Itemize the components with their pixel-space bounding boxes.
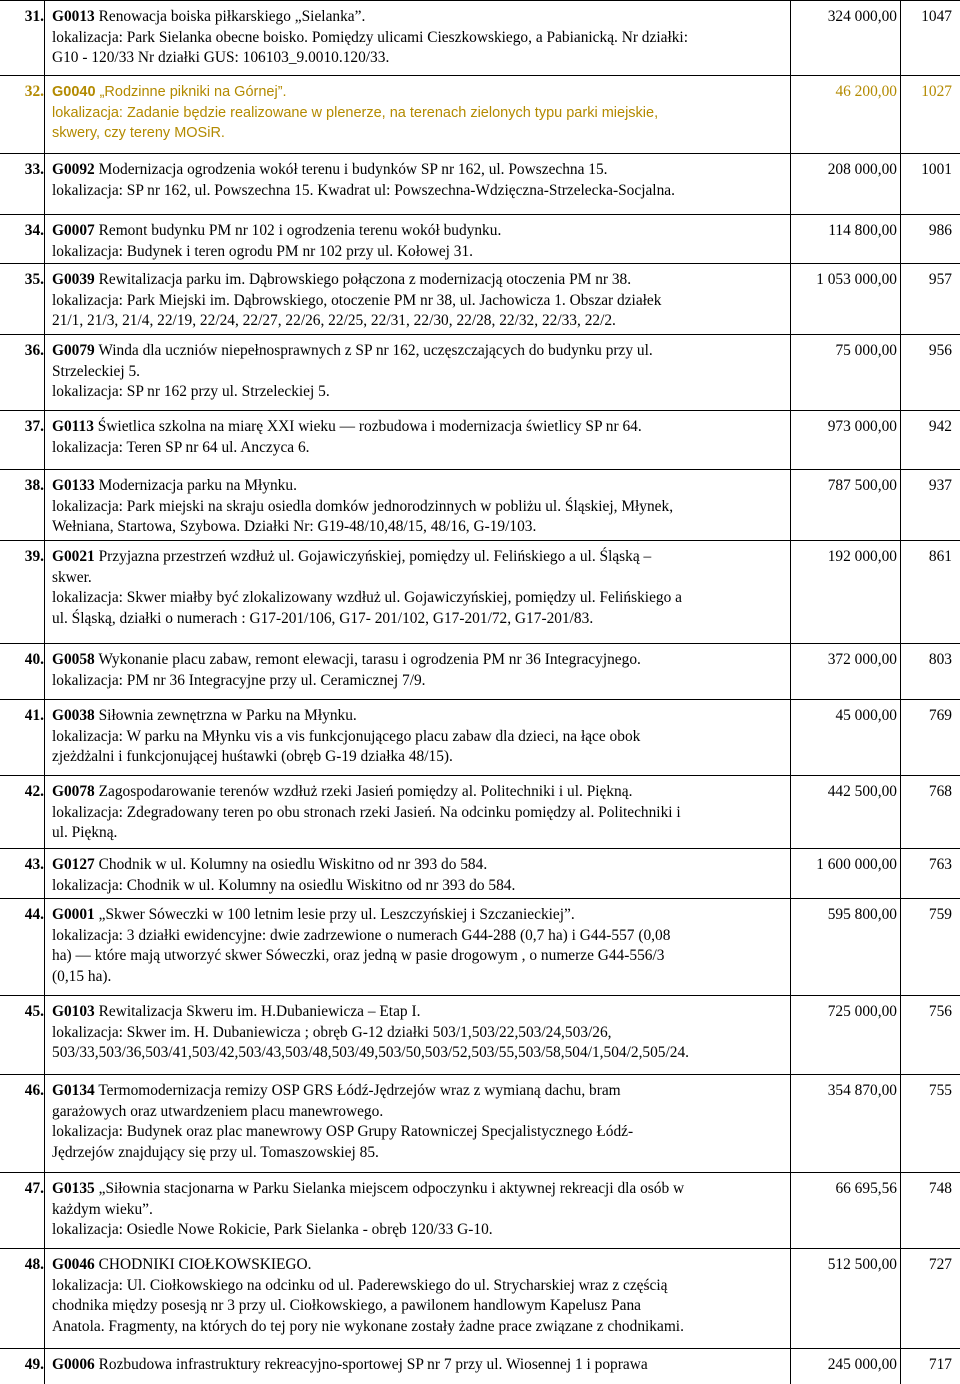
project-amount: 787 500,00: [827, 477, 897, 494]
project-amount: 46 200,00: [835, 83, 897, 100]
row-divider: [0, 410, 960, 411]
project-location-line: lokalizacja: Budynek i teren ogrodu PM nr 102 przy ul. Kołowej 31.: [52, 242, 474, 260]
project-location-line: Wełniana, Startowa, Szybowa. Działki Nr: G19-48/10,48/15, 48/16, G-19/103.: [52, 518, 537, 535]
project-title: „Siłownia stacjonarna w Parku Sielanka miejscem odpoczynku i aktywnej rekreacji dla osób w: [94, 1180, 685, 1197]
project-amount: 1 053 000,00: [816, 271, 897, 288]
project-description: [52, 263, 790, 332]
row-divider: [0, 898, 960, 899]
project-amount: 973 000,00: [827, 418, 897, 435]
project-location-line: ul. Śląską, działki o numerach : G17-201/106, G17- 201/102, G17-201/72, G17-201/83.: [52, 609, 594, 627]
project-title: „Skwer Sóweczki w 100 letnim lesie przy ul. Leszczyńskiej i Szczanieckiej”.: [94, 906, 575, 923]
project-code: G0013: [52, 8, 95, 25]
row-divider: [0, 214, 960, 215]
project-location-line: Anatola. Fragmenty, na których do tej pory nie wykonane zostały żadne prace związane z chodnikami.: [52, 1317, 684, 1335]
project-amount: 442 500,00: [827, 783, 897, 800]
project-points: 937: [928, 477, 952, 494]
project-location-line: lokalizacja: Park miejski na skraju osiedla domków jednorodzinnych w pobliżu ul. Śląskiej, Młynek,: [52, 497, 674, 515]
project-location-line: lokalizacja: Chodnik w ul. Kolumny na osiedlu Wiskitno od nr 393 do 584.: [52, 876, 516, 894]
project-title-line: [52, 82, 790, 103]
table-row: [0, 995, 960, 1074]
project-title-line: [52, 1255, 790, 1276]
project-location-line: zjeżdżalni i funkcjonującej huśtawki (obręb G-19 działka 48/15).: [52, 748, 453, 765]
project-title: Modernizacja ogrodzenia wokół terenu i budynków SP nr 162, ul. Powszechna 15.: [94, 161, 608, 178]
project-title-line: [52, 476, 790, 497]
project-title-line: [52, 855, 790, 876]
project-title-line: [52, 905, 790, 926]
project-description: [52, 410, 790, 458]
row-divider: [0, 540, 960, 541]
project-location-line: lokalizacja: Skwer im. H. Dubaniewicza ; obręb G-12 działki 503/1,503/22,503/24,503/26,: [52, 1023, 612, 1041]
project-code: G0133: [52, 477, 95, 494]
project-amount: 208 000,00: [827, 161, 897, 178]
project-location-line: chodnika między posesją nr 3 przy ul. Ciołkowskiego, a pawilonem handlowym Kapelusz Pana: [52, 1297, 641, 1314]
project-description: [52, 1248, 790, 1337]
row-number: 37.: [24, 418, 44, 435]
row-number: 47.: [24, 1180, 44, 1197]
row-divider: [0, 995, 960, 996]
project-description: [52, 334, 790, 403]
project-title: „Rodzinne pikniki na Górnej”.: [95, 84, 287, 100]
table-row: [0, 643, 960, 699]
project-code: G0078: [52, 783, 95, 800]
row-number: 34.: [24, 222, 44, 239]
project-amount: 372 000,00: [827, 651, 897, 668]
project-points: 769: [928, 707, 952, 724]
project-title-line: [52, 417, 790, 438]
project-title-line: [52, 270, 790, 291]
project-location-line: lokalizacja: Zadanie będzie realizowane w plenerze, na terenach zielonych typu parki miejskie,: [52, 104, 659, 121]
project-code: G0038: [52, 707, 95, 724]
project-code: G0092: [52, 161, 95, 178]
row-number: 31.: [24, 8, 44, 25]
project-description: [52, 540, 790, 629]
project-code: G0113: [52, 418, 94, 435]
project-location-line: Jędrzejów znajdujący się przy ul. Tomaszowskiej 85.: [52, 1143, 379, 1161]
row-divider: [0, 848, 960, 849]
project-title: Remont budynku PM nr 102 i ogrodzenia terenu wokół budynku.: [94, 222, 502, 239]
project-title: Wykonanie placu zabaw, remont elewacji, tarasu i ogrodzenia PM nr 36 Integracyjnego.: [94, 651, 641, 668]
project-amount: 192 000,00: [827, 548, 897, 565]
row-number: 33.: [24, 161, 44, 178]
row-divider: [0, 1348, 960, 1349]
project-location-line: lokalizacja: Osiedle Nowe Rokicie, Park Sielanka - obręb 120/33 G-10.: [52, 1221, 493, 1238]
row-number: 43.: [24, 856, 44, 873]
project-location-line: lokalizacja: PM nr 36 Integracyjne przy ul. Ceramicznej 7/9.: [52, 671, 426, 689]
project-points: 986: [928, 222, 952, 239]
project-location-line: garażowych oraz utwardzeniem placu manewrowego.: [52, 1102, 384, 1120]
table-row: [0, 1074, 960, 1172]
project-title: Świetlica szkolna na miarę XXI wieku — rozbudowa i modernizacja świetlicy SP nr 64.: [93, 418, 642, 435]
project-amount: 114 800,00: [828, 222, 897, 239]
table-row: [0, 214, 960, 263]
row-number: 41.: [24, 707, 44, 724]
row-number: 49.: [24, 1356, 44, 1373]
project-title-line: [52, 1002, 790, 1023]
project-description: [52, 0, 790, 69]
project-code: G0134: [52, 1082, 95, 1099]
project-description: [52, 469, 790, 538]
project-title-line: [52, 1355, 790, 1376]
project-location-line: ul. Piękną.: [52, 824, 118, 841]
table-row: [0, 1172, 960, 1248]
project-amount: 512 500,00: [827, 1256, 897, 1273]
row-divider: [0, 469, 960, 470]
project-location-line: ha) — które mają utworzyć skwer Sóweczki, oraz jedną w pasie drogowym , o numerze G44-556/3: [52, 947, 665, 964]
project-location-line: lokalizacja: Ul. Ciołkowskiego na odcinku od ul. Paderewskiego do ul. Strycharskiej wraz z częścią: [52, 1276, 668, 1294]
project-title: Zagospodarowanie terenów wzdłuż rzeki Jasień pomiędzy al. Politechniki i ul. Piękną.: [94, 783, 633, 800]
project-code: G0079: [52, 342, 95, 359]
table-row: [0, 75, 960, 153]
project-points: 763: [928, 856, 952, 873]
table-row: [0, 775, 960, 848]
project-code: G0040: [52, 84, 96, 100]
row-number: 39.: [24, 548, 44, 565]
project-description: [52, 75, 790, 144]
project-location-line: lokalizacja: Teren SP nr 64 ul. Anczyca 6.: [52, 438, 310, 456]
project-amount: 595 800,00: [827, 906, 897, 923]
project-location-line: skwer.: [52, 568, 92, 586]
project-amount: 324 000,00: [827, 8, 897, 25]
project-code: G0127: [52, 856, 95, 873]
project-amount: 245 000,00: [827, 1356, 897, 1373]
project-title-line: [52, 547, 790, 568]
project-location-line: lokalizacja: 3 działki ewidencyjne: dwie zadrzewione o numerach G44-288 (0,7 ha) i G44-557 (0,08: [52, 926, 671, 944]
project-points: 1001: [921, 161, 952, 178]
project-title: Winda dla uczniów niepełnosprawnych z SP nr 162, uczęszczających do budynku przy ul.: [94, 342, 653, 359]
project-points: 756: [928, 1003, 952, 1020]
project-location-line: lokalizacja: SP nr 162 przy ul. Strzeleckiej 5.: [52, 383, 330, 400]
row-divider: [0, 153, 960, 154]
project-title: Renowacja boiska piłkarskiego „Sielanka”.: [94, 8, 366, 25]
project-amount: 354 870,00: [827, 1082, 897, 1099]
project-title: Rewitalizacja Skweru im. H.Dubaniewicza – Etap I.: [94, 1003, 421, 1020]
project-code: G0039: [52, 271, 95, 288]
row-divider: [0, 263, 960, 264]
row-divider: [0, 1172, 960, 1173]
project-title-line: [52, 7, 790, 28]
project-description: [52, 1074, 790, 1163]
project-description: [52, 699, 790, 768]
project-location-line: lokalizacja: Zdegradowany teren po obu stronach rzeki Jasień. Na odcinku pomiędzy al. Politechniki i: [52, 803, 681, 821]
project-location-line: Strzeleckiej 5.: [52, 362, 141, 380]
project-title: Chodnik w ul. Kolumny na osiedlu Wiskitno od nr 393 do 584.: [94, 856, 488, 873]
project-points: 755: [928, 1082, 952, 1099]
project-description: [52, 1348, 790, 1376]
table-row: [0, 469, 960, 540]
row-divider: [0, 643, 960, 644]
row-divider: [0, 1248, 960, 1249]
project-location-line: skwery, czy tereny MOSiR.: [52, 125, 225, 141]
row-number: 48.: [24, 1256, 44, 1273]
table-row: [0, 1248, 960, 1348]
row-divider: [0, 1074, 960, 1075]
project-title-line: [52, 1179, 790, 1200]
table-row: [0, 540, 960, 643]
project-title-line: [52, 1081, 790, 1102]
project-location-line: lokalizacja: Budynek oraz plac manewrowy OSP Grupy Ratowniczej Specjalistycznego Łódź-: [52, 1123, 634, 1140]
table-row: [0, 699, 960, 775]
project-code: G0021: [52, 548, 95, 565]
project-description: [52, 995, 790, 1064]
project-code: G0006: [52, 1356, 95, 1373]
row-number: 32.: [24, 83, 44, 100]
row-divider: [0, 775, 960, 776]
project-code: G0001: [52, 906, 95, 923]
row-number: 36.: [24, 342, 44, 359]
table-row: [0, 1348, 960, 1384]
project-amount: 725 000,00: [827, 1003, 897, 1020]
project-location-line: G10 - 120/33 Nr działki GUS: 106103_9.0010.120/33.: [52, 49, 390, 66]
project-points: 1047: [921, 8, 952, 25]
project-description: [52, 214, 790, 262]
project-title: Rewitalizacja parku im. Dąbrowskiego połączona z modernizacją otoczenia PM nr 38.: [94, 271, 632, 288]
row-number: 38.: [24, 477, 44, 494]
project-points: 803: [928, 651, 952, 668]
project-location-line: lokalizacja: Park Sielanka obecne boisko. Pomiędzy ulicami Cieszkowskiego, a Pabianicką. Nr działki:: [52, 28, 688, 46]
project-title: Siłownia zewnętrzna w Parku na Młynku.: [94, 707, 357, 724]
project-title: CHODNIKI CIOŁKOWSKIEGO.: [94, 1256, 312, 1273]
project-location-line: 503/33,503/36,503/41,503/42,503/43,503/48,503/49,503/50,503/52,503/55,503/58,504/1,504/2,505/24.: [52, 1044, 690, 1061]
project-location-line: 21/1, 21/3, 21/4, 22/19, 22/24, 22/27, 22/26, 22/25, 22/31, 22/30, 22/28, 22/32, 22/33, 22/2.: [52, 312, 616, 329]
row-number: 40.: [24, 651, 44, 668]
project-description: [52, 1172, 790, 1241]
project-description: [52, 848, 790, 896]
project-code: G0103: [52, 1003, 95, 1020]
project-location-line: (0,15 ha).: [52, 967, 112, 985]
project-points: 1027: [921, 83, 952, 100]
row-number: 42.: [24, 783, 44, 800]
project-location-line: lokalizacja: Park Miejski im. Dąbrowskiego, otoczenie PM nr 38, ul. Jachowicza 1. Obszar działek: [52, 291, 662, 309]
table-row: [0, 153, 960, 214]
row-number: 45.: [24, 1003, 44, 1020]
table-row: [0, 0, 960, 75]
project-code: G0046: [52, 1256, 95, 1273]
project-code: G0058: [52, 651, 95, 668]
project-description: [52, 153, 790, 201]
project-title: Termomodernizacja remizy OSP GRS Łódź-Jędrzejów wraz z wymianą dachu, bram: [94, 1082, 621, 1099]
project-title-line: [52, 706, 790, 727]
project-amount: 66 695,56: [835, 1180, 897, 1197]
project-title: Rozbudowa infrastruktury rekreacyjno-sportowej SP nr 7 przy ul. Wiosennej 1 i poprawa: [94, 1356, 648, 1373]
project-title: Przyjazna przestrzeń wzdłuż ul. Gojawiczyńskiej, pomiędzy ul. Felińskiego a ul. Śląską –: [94, 548, 652, 565]
project-points: 748: [928, 1180, 952, 1197]
project-description: [52, 898, 790, 987]
row-number: 44.: [24, 906, 44, 923]
row-divider: [0, 699, 960, 700]
row-divider: [0, 334, 960, 335]
project-amount: 75 000,00: [835, 342, 897, 359]
project-location-line: lokalizacja: Skwer miałby być zlokalizowany wzdłuż ul. Gojawiczyńskiej, pomiędzy ul. Felińskiego a: [52, 589, 682, 606]
project-title-line: [52, 782, 790, 803]
project-description: [52, 643, 790, 691]
project-points: 727: [928, 1256, 952, 1273]
project-code: G0007: [52, 222, 95, 239]
project-points: 956: [928, 342, 952, 359]
table-row: [0, 263, 960, 334]
project-title-line: [52, 341, 790, 362]
project-points: 759: [928, 906, 952, 923]
table-row: [0, 848, 960, 898]
project-points: 768: [928, 783, 952, 800]
project-title-line: [52, 221, 790, 242]
table-row: [0, 898, 960, 995]
project-points: 861: [928, 548, 952, 565]
project-amount: 1 600 000,00: [816, 856, 897, 873]
row-number: 46.: [24, 1082, 44, 1099]
project-title-line: [52, 160, 790, 181]
project-title-line: [52, 650, 790, 671]
project-points: 957: [928, 271, 952, 288]
table-row: [0, 410, 960, 469]
row-number: 35.: [24, 271, 44, 288]
project-points: 942: [928, 418, 952, 435]
project-location-line: każdym wieku”.: [52, 1200, 153, 1218]
project-amount: 45 000,00: [835, 707, 897, 724]
project-location-line: lokalizacja: W parku na Młynku vis a vis funkcjonującego placu zabaw dla dzieci, na łące obok: [52, 727, 641, 745]
project-title: Modernizacja parku na Młynku.: [94, 477, 297, 494]
table-row: [0, 334, 960, 410]
row-divider: [0, 0, 960, 1]
row-divider: [0, 75, 960, 76]
project-description: [52, 775, 790, 844]
project-points: 717: [928, 1356, 952, 1373]
project-location-line: lokalizacja: SP nr 162, ul. Powszechna 15. Kwadrat ul: Powszechna-Wdzięczna-Strzelecka-Socjalna.: [52, 181, 675, 199]
project-code: G0135: [52, 1180, 95, 1197]
